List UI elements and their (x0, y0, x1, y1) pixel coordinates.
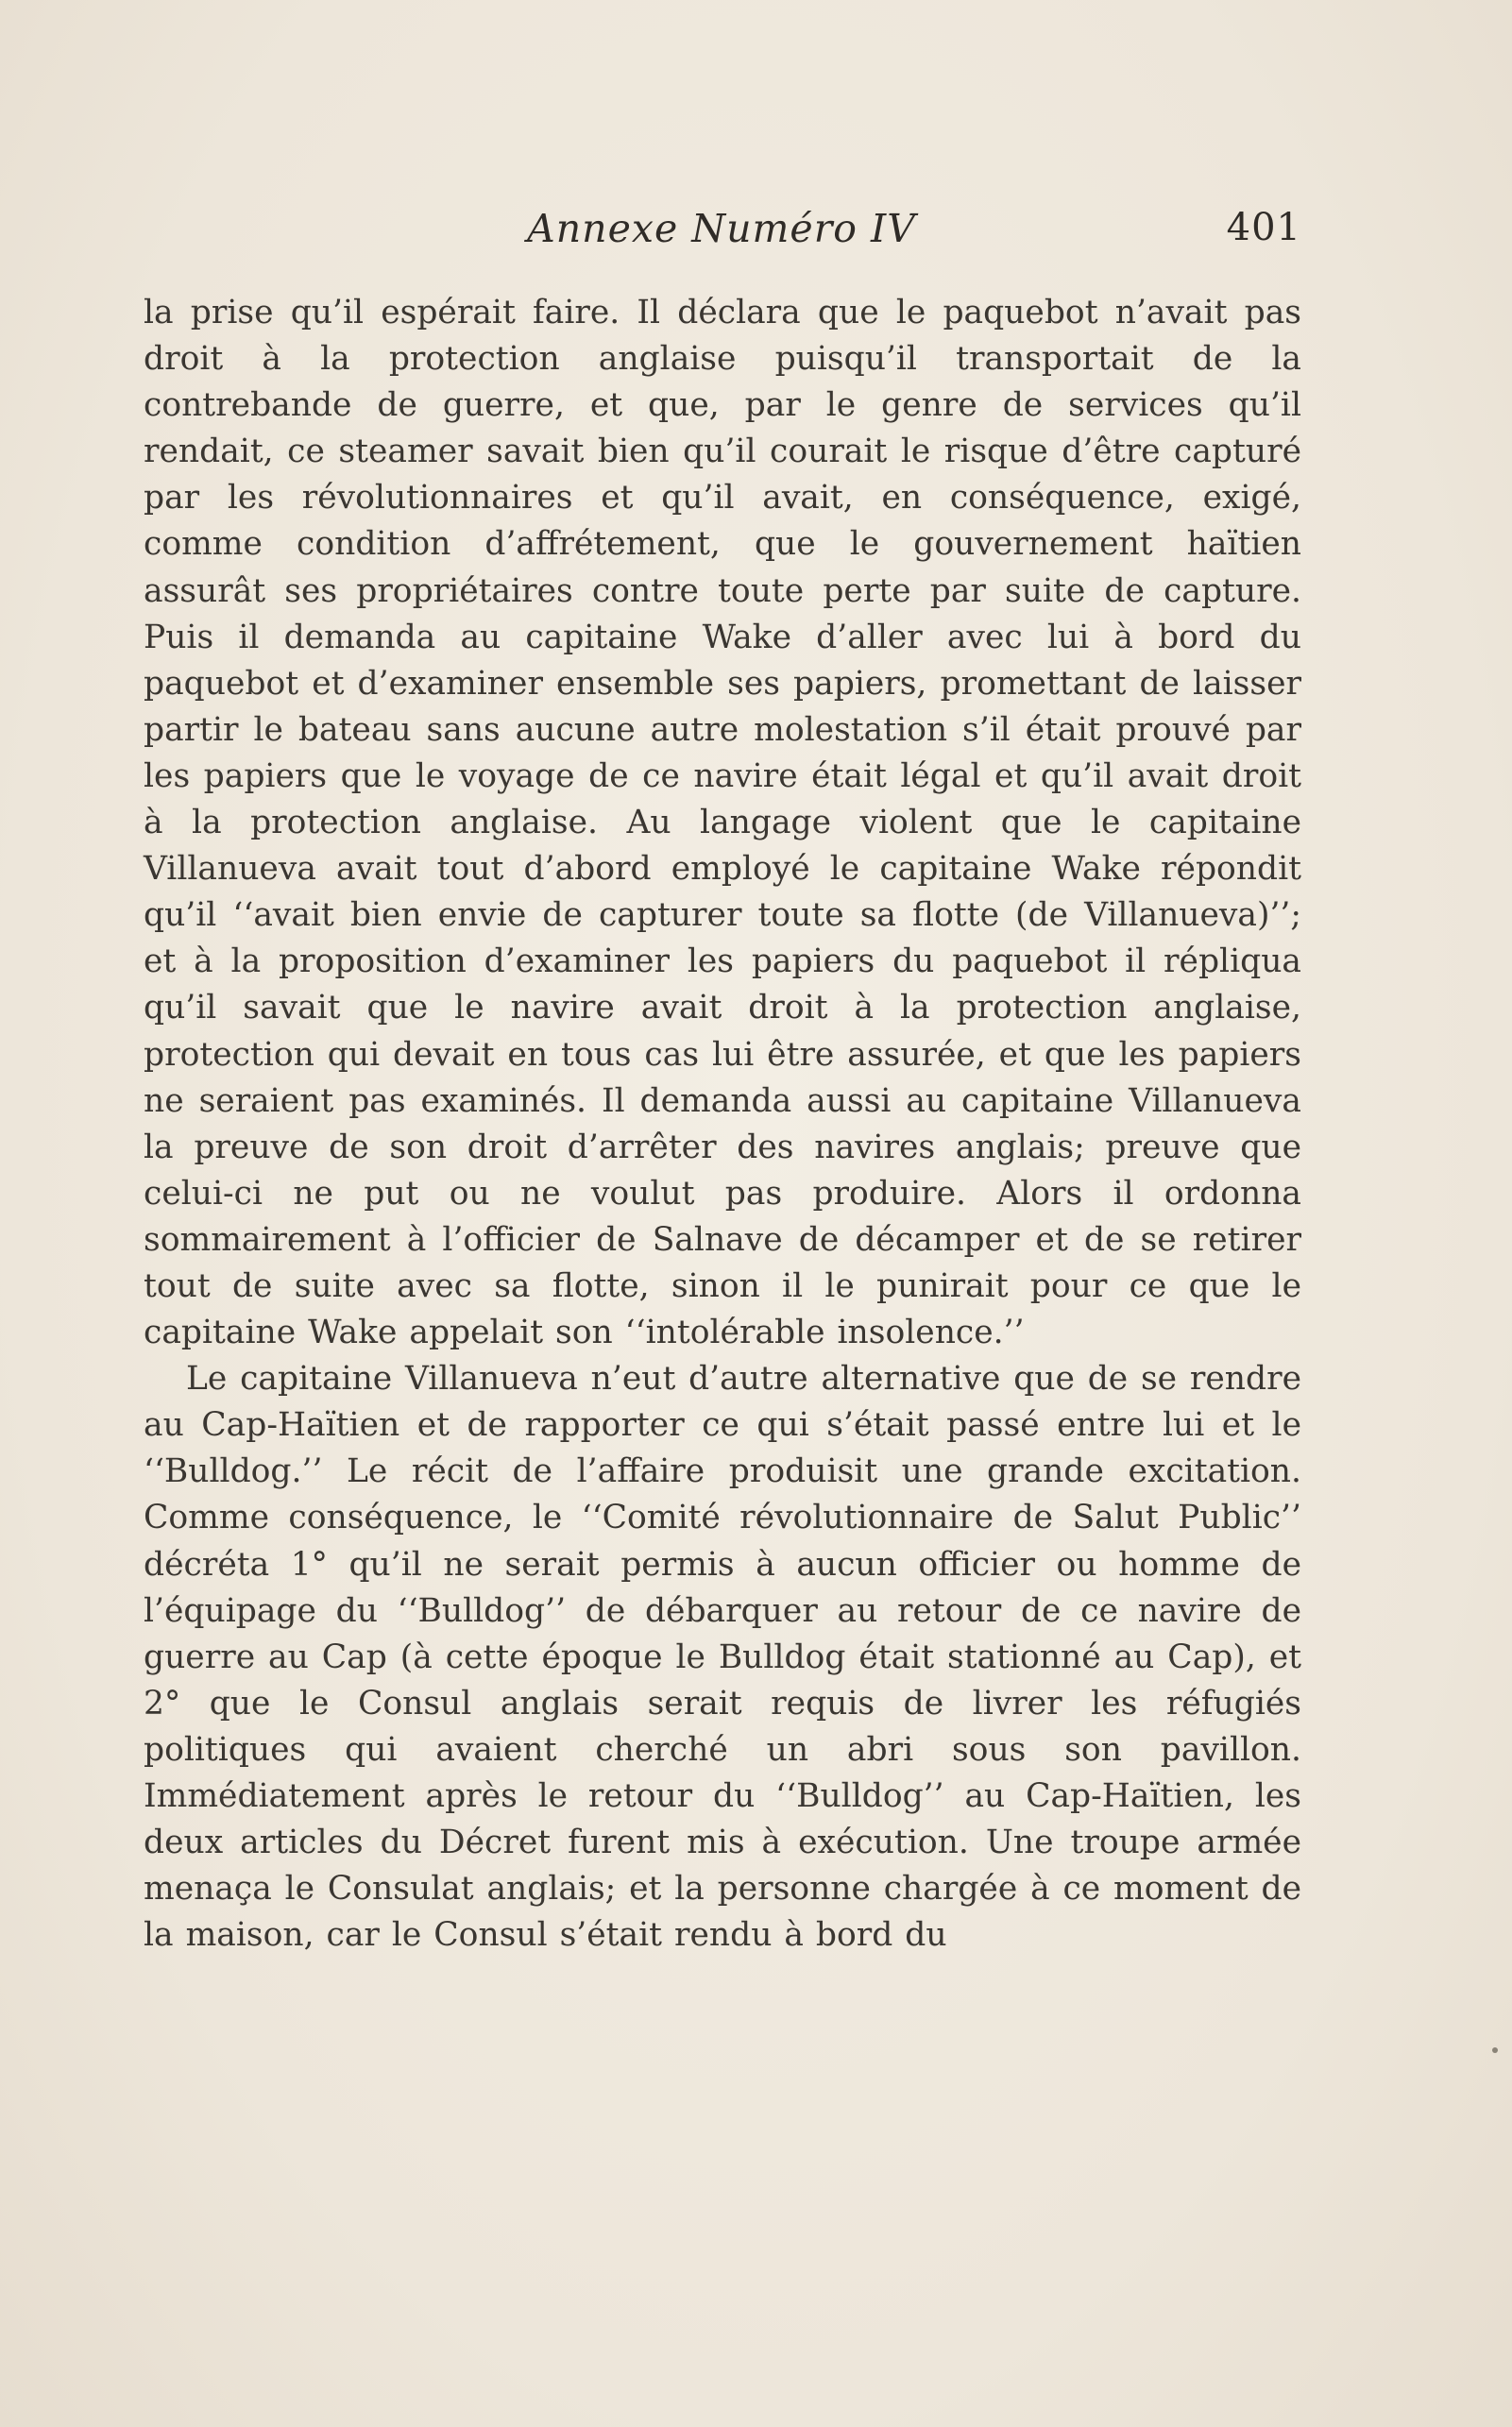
page-speck (1492, 2047, 1498, 2053)
running-head: Annexe Numéro IV (527, 206, 916, 251)
page-header (142, 206, 1301, 263)
paragraph: la prise qu’il espérait faire. Il déclara que le paquebot n’avait pas droit à la protection anglaise puisqu’il transportait de la contrebande de guerre, et que, par le genre de services qu’il rendait, ce steamer savait bien qu’il courait le risque d’être capturé par les révolutionnaires et qu’il avait, en conséquence, exigé, comme condition d’affrétement, que le gouvernement haïtien assurât ses propriétaires contre toute perte par suite de capture. Puis il demanda au capitaine Wake d’aller avec lui à bord du paquebot et d’examiner ensemble ses papiers, promettant de laisser partir le bateau sans aucune autre molestation s’il était prouvé par les papiers que le voyage de ce navire était légal et qu’il avait droit à la protection anglaise. Au langage violent que le capitaine Villanueva avait tout d’abord employé le capitaine Wake répondit qu’il ‘‘avait bien envie de capturer toute sa flotte (de Villanueva)’’; et à la proposition d’examiner les papiers du paquebot il répliqua qu’il savait que le navire avait droit à la protection anglaise, protection qui devait en tous cas lui être assurée, et que les papiers ne seraient pas examinés. Il demanda aussi au capitaine Villanueva la preuve de son droit d’arrêter des navires anglais; preuve que celui-ci ne put ou ne voulut pas produire. Alors il ordonna sommairement à l’officier de Salnave de décamper et de se retirer tout de suite avec sa flotte, sinon il le punirait pour ce que le capitaine Wake appelait son ‘‘intolérable insolence.’’ (144, 294, 1301, 1352)
body-text (144, 290, 1301, 1959)
page-number: 401 (1226, 206, 1301, 249)
paragraph: Le capitaine Villanueva n’eut d’autre alternative que de se rendre au Cap-Haïtien et de rapporter ce qui s’était passé entre lui et le ‘‘Bulldog.’’ Le récit de l’affaire produisit une grande excitation. Comme conséquence, le ‘‘Comité révolutionnaire de Salut Public’’ décréta 1° qu’il ne serait permis à aucun officier ou homme de l’équipage du ‘‘Bulldog’’ de débarquer au retour de ce navire de guerre au Cap (à cette époque le Bulldog était stationné au Cap), et 2° que le Consul anglais serait requis de livrer les réfugiés politiques qui avaient cherché un abri sous son pavillon. Immédiatement après le retour du ‘‘Bulldog’’ au Cap-Haïtien, les deux articles du Décret furent mis à exécution. Une troupe armée menaça le Consulat anglais; et la personne chargée à ce moment de la maison, car le Consul s’était rendu à bord du (144, 1360, 1301, 1955)
